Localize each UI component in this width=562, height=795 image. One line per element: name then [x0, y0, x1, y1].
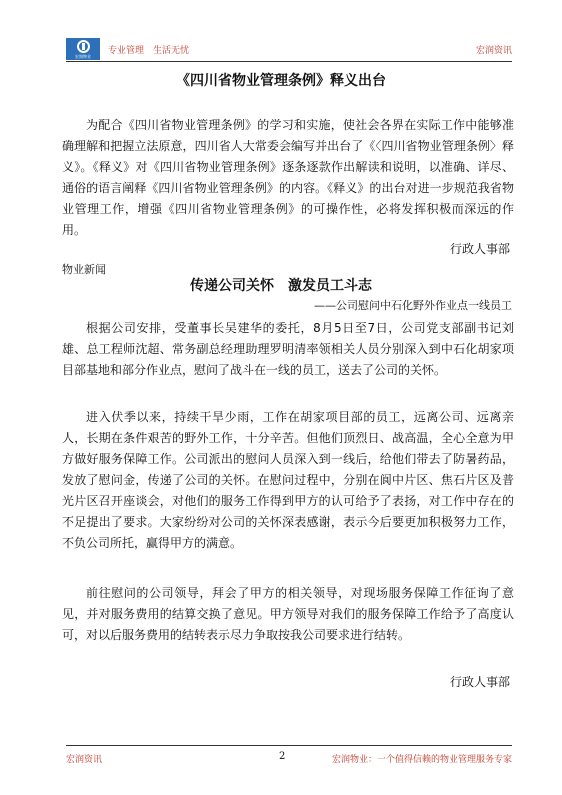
- header-company-name: 宏润资讯: [475, 46, 512, 56]
- logo-emblem-icon: [77, 40, 90, 53]
- article2-paragraph: 进入伏季以来，持续干旱少雨，工作在胡家项目部的员工，远离公司、远离亲人，长期在条件艰苦的野外工作，十分辛苦。但他们顶烈日、战高温，全心全意为甲方做好服务保障工作。公司派出的慰问人员深入到一线后，给他们带去了防暑药品，发放了慰问金，传递了公司的关怀。在慰问过程中，分别在阆中片区、焦石片区及普光片区召开座谈会，对他们的服务工作得到甲方的认可给予了表扬，对工作中存在的不足提出了要求。大家纷纷对公司的关怀深表感谢，表示今后要更加积极努力工作，不负公司所托，赢得甲方的满意。: [62, 410, 514, 550]
- article2-paragraph: 根据公司安排，受董事长吴建华的委托，8月5日至7日，公司党支部副书记刘雄、总工程师沈超、常务副总经理助理罗明清率领相关人员分别深入到中石化胡家项目部基地和部分作业点，慰问了战斗在一线的员工，送去了公司的关怀。: [62, 321, 514, 377]
- logo-caption: 宏润物业: [75, 53, 91, 59]
- article2-paragraph: 前往慰问的公司领导，拜会了甲方的相关领导，对现场服务保障工作征询了意见，并对服务费用的结算交换了意见。甲方领导对我们的服务保障工作给予了高度认可，对以后服务费用的结转表示尽力争取按我公司要求进行结转。: [62, 586, 514, 642]
- footer-tagline: 宏润物业：一个值得信赖的物业管理服务专家: [331, 755, 512, 765]
- header-divider: [66, 61, 512, 62]
- article1-signature: 行政人事部: [449, 242, 510, 256]
- page-number: 2: [279, 751, 286, 762]
- company-logo: [66, 38, 100, 60]
- article2-title: 传递公司关怀 激发员工斗志: [190, 278, 372, 294]
- article1-body: 为配合《四川省物业管理条例》的学习和实施，使社会各界在实际工作中能够准确理解和把握立法原意，四川省人大常委会编写并出台了《〈四川省物业管理条例〉释义》。《释义》对《四川省物业管理条例》逐条逐款作出解读和说明，以准确、详尽、通俗的语言阐释《四川省物业管理条例》的内容。《释义》的出台对进一步规范我省物业管理工作，增强《四川省物业管理条例》的可操作性，必将发挥积极而深远的作用。: [62, 118, 514, 237]
- article2-subtitle: ——公司慰问中石化野外作业点一线员工: [314, 299, 512, 312]
- section-label: 物业新闻: [62, 263, 106, 276]
- page-header: [66, 38, 512, 60]
- footer-left-text: 宏润资讯: [66, 755, 103, 765]
- footer-divider: [66, 745, 512, 746]
- article1-title: 《四川省物业管理条例》释义出台: [176, 73, 386, 89]
- header-slogan: 专业管理 生活无忧: [108, 46, 190, 56]
- article2-signature: 行政人事部: [449, 675, 510, 689]
